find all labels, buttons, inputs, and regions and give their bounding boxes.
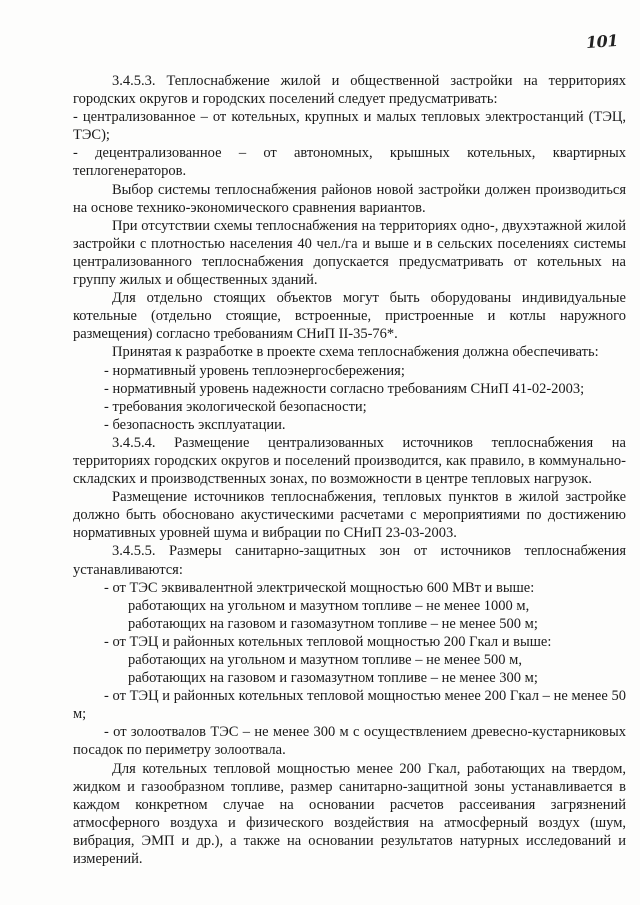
paragraph-3-4-5-5: 3.4.5.5. Размеры санитарно-защитных зон от источников теплоснабжения устанавливаются: [73, 543, 626, 578]
list-subitem-tes-gas: работающих на газовом и газомазутном топливе – не менее 500 м; [128, 615, 538, 632]
list-item-energy-saving: - нормативный уровень теплоэнергосбережения; [104, 362, 405, 379]
list-item-tec-under-200: - от ТЭЦ и районных котельных тепловой мощностью менее 200 Гкал – не менее 50 м; [73, 688, 626, 723]
list-item-tes: - от ТЭС эквивалентной электрической мощностью 600 МВт и выше: [104, 579, 535, 596]
list-subitem-tes-coal: работающих на угольном и мазутном топливе – не менее 1000 м, [128, 597, 530, 614]
list-item-ash-dumps: - от золоотвалов ТЭС – не менее 300 м с осуществлением древесно-кустарниковых посадок по периметру золоотвала. [73, 724, 626, 759]
paragraph-small-boilers: Для котельных тепловой мощностью менее 200 Гкал, работающих на твердом, жидком и газообразном топливе, размер санитарно-защитной зоны устанавливается в каждом конкретном случае на основании расчетов рассеивания загрязнений атмосферного воздуха и физического воздействия на атмосферный воздух (шум, вибрация, ЭМП и др.), а также на основании результатов натурных исследований и измерений. [73, 760, 626, 868]
list-item-reliability: - нормативный уровень надежности согласно требованиям СНиП 41-02-2003; [104, 380, 585, 397]
list-item-centralized: - централизованное – от котельных, крупных и малых тепловых электростанций (ТЭЦ, ТЭС); [73, 109, 626, 144]
paragraph-3-4-5-3: 3.4.5.3. Теплоснабжение жилой и общественной застройки на территориях городских округов и городских поселений следует предусматривать: [73, 73, 626, 108]
paragraph-scheme-requirements: Принятая к разработке в проекте схема теплоснабжения должна обеспечивать: [112, 344, 599, 361]
list-subitem-tec-gas: работающих на газовом и газомазутном топливе – не менее 300 м; [128, 670, 538, 687]
paragraph-no-scheme: При отсутствии схемы теплоснабжения на территориях одно-, двухэтажной жилой застройки с плотностью населения 40 чел./га и выше и в сельских поселениях системы централизованного теплоснабжения допускается предусматривать от котельных на группу жилых и общественных зданий. [73, 217, 626, 289]
paragraph-standalone: Для отдельно стоящих объектов могут быть оборудованы индивидуальные котельные (отдельно стоящие, встроенные, пристроенные и котлы наружного размещения) согласно требованиям СНиП II-35-76*. [73, 290, 626, 343]
page-number: 101 [585, 30, 619, 53]
paragraph-3-4-5-4: 3.4.5.4. Размещение централизованных источников теплоснабжения на территориях городских округов и поселений производится, как правило, в коммунально-складских и производственных зонах, по возможности в центре тепловых нагрузок. [73, 434, 626, 488]
list-item-decentralized: - децентрализованное – от автономных, крышных котельных, квартирных теплогенераторов. [73, 145, 626, 180]
list-item-safety: - безопасность эксплуатации. [104, 416, 286, 433]
paragraph-acoustic: Размещение источников теплоснабжения, тепловых пунктов в жилой застройке должно быть обосновано акустическими расчетами с мероприятиями по достижению нормативных уровней шума и вибрации по СНиП 23-03-2003. [73, 489, 626, 542]
list-item-ecology: - требования экологической безопасности; [104, 398, 367, 415]
list-item-tec-200-plus: - от ТЭЦ и районных котельных тепловой мощностью 200 Гкал и выше: [104, 633, 552, 650]
document-body [73, 72, 626, 868]
paragraph-system-choice: Выбор системы теплоснабжения районов новой застройки должен производиться на основе технико-экономического сравнения вариантов. [73, 181, 626, 216]
list-subitem-tec-coal: работающих на угольном и мазутном топливе – не менее 500 м, [128, 652, 522, 668]
